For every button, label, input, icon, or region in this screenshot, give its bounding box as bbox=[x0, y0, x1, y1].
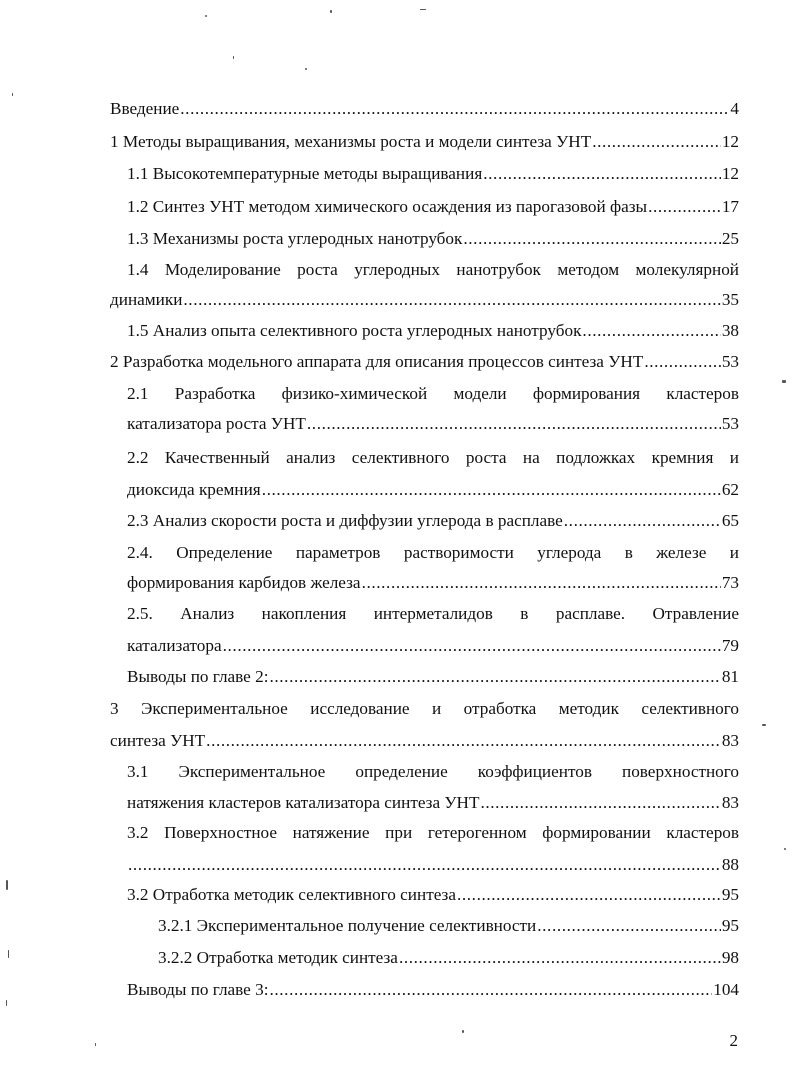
toc-entry-title: катализатора роста УНТ bbox=[127, 414, 306, 433]
toc-entry-title: Выводы по главе 3: bbox=[127, 980, 269, 999]
toc-entry-line1[interactable]: 2.5. Анализ накопления интерметалидов в расплаве. Отравление bbox=[127, 604, 739, 623]
toc-entry-line1[interactable]: 3.1 Экспериментальное определение коэффициентов поверхностного bbox=[127, 762, 739, 781]
leader-dots bbox=[592, 132, 721, 152]
toc-entry-title: 3.2.1 Экспериментальное получение селективности bbox=[158, 916, 537, 935]
toc-entry-line1[interactable]: 2.4. Определение параметров растворимости углерода в железе и bbox=[127, 543, 739, 562]
scan-speck bbox=[762, 724, 766, 726]
leader-dots bbox=[399, 948, 721, 968]
toc-entry-title: диоксида кремния bbox=[127, 480, 261, 499]
toc-entry-title: формирования карбидов железа bbox=[127, 573, 361, 592]
scan-speck bbox=[6, 880, 8, 890]
scan-speck bbox=[784, 848, 786, 850]
toc-entry-page: 88 bbox=[721, 855, 739, 874]
leader-dots bbox=[644, 352, 721, 372]
page-number: 2 bbox=[729, 1031, 738, 1050]
leader-dots bbox=[269, 980, 712, 1000]
leader-dots bbox=[463, 229, 720, 249]
toc-entry-title: 1.5 Анализ опыта селективного роста углеродных нанотрубок bbox=[127, 321, 582, 340]
toc-entry-line1[interactable]: 3 Экспериментальное исследование и отработка методик селективного bbox=[110, 699, 739, 718]
toc-entry-line1[interactable]: 1.4 Моделирование роста углеродных нанотрубок методом молекулярной bbox=[127, 260, 739, 279]
toc-entry-page: 98 bbox=[721, 948, 739, 967]
toc-entry-title: 1.2 Синтез УНТ методом химического осаждения из парогазовой фазы bbox=[127, 197, 648, 216]
leader-dots bbox=[480, 793, 720, 813]
leader-dots bbox=[183, 290, 720, 310]
leader-dots bbox=[269, 667, 720, 687]
toc-entry-title: 3.2.2 Отработка методик синтеза bbox=[158, 948, 398, 967]
scan-speck bbox=[205, 15, 207, 17]
leader-dots bbox=[564, 511, 721, 531]
toc-entry-page: 83 bbox=[721, 793, 739, 812]
toc-entry-page: 65 bbox=[721, 511, 739, 530]
leader-dots bbox=[262, 480, 721, 500]
toc-entry-title: 2 Разработка модельного аппарата для описания процессов синтеза УНТ bbox=[110, 352, 644, 371]
scan-speck bbox=[782, 380, 786, 383]
toc-entry-title: 1.3 Механизмы роста углеродных нанотрубок bbox=[127, 229, 463, 248]
leader-dots bbox=[537, 916, 721, 936]
leader-dots bbox=[307, 414, 721, 434]
leader-dots bbox=[483, 164, 721, 184]
toc-entry-title: 1 Методы выращивания, механизмы роста и модели синтеза УНТ bbox=[110, 132, 592, 151]
toc-entry-title: динамики bbox=[110, 290, 183, 309]
toc-entry-page: 79 bbox=[721, 636, 739, 655]
toc-entry-title: 2.3 Анализ скорости роста и диффузии углерода в расплаве bbox=[127, 511, 563, 530]
toc-entry-page: 95 bbox=[721, 916, 739, 935]
toc-entry-page: 53 bbox=[721, 414, 739, 433]
toc-entry-line1[interactable]: 2.2 Качественный анализ селективного роста на подложках кремния и bbox=[127, 448, 739, 467]
leader-dots bbox=[180, 99, 729, 119]
toc-entry-page: 95 bbox=[721, 885, 739, 904]
leader-dots bbox=[648, 197, 721, 217]
toc-entry-page: 12 bbox=[721, 164, 739, 183]
toc-entry-line1[interactable]: 2.1 Разработка физико-химической модели формирования кластеров bbox=[127, 384, 739, 403]
toc-entry-page: 53 bbox=[721, 352, 739, 371]
toc-entry-title: Введение bbox=[110, 99, 180, 118]
toc-entry-page: 38 bbox=[721, 321, 739, 340]
scan-speck bbox=[420, 9, 426, 10]
scan-speck bbox=[8, 950, 9, 958]
toc-entry-title: 1.1 Высокотемпературные методы выращивания bbox=[127, 164, 483, 183]
scan-speck bbox=[6, 1000, 7, 1006]
leader-dots bbox=[457, 885, 721, 905]
scan-speck bbox=[330, 10, 332, 13]
scan-speck bbox=[12, 93, 13, 96]
toc-entry-page: 62 bbox=[721, 480, 739, 499]
scan-speck bbox=[233, 56, 234, 59]
toc-entry-page: 73 bbox=[721, 573, 739, 592]
leader-dots bbox=[582, 321, 720, 341]
toc-entry-page: 35 bbox=[721, 290, 739, 309]
scan-speck bbox=[462, 1030, 464, 1033]
scan-speck bbox=[305, 68, 307, 70]
toc-entry-title: катализатора bbox=[127, 636, 222, 655]
leader-dots bbox=[206, 731, 721, 751]
toc-entry-page: 12 bbox=[721, 132, 739, 151]
toc-entry-page: 25 bbox=[721, 229, 739, 248]
leader-dots bbox=[362, 573, 721, 593]
toc-entry-page: 81 bbox=[721, 667, 739, 686]
leader-dots bbox=[128, 855, 721, 875]
toc-entry-page: 17 bbox=[721, 197, 739, 216]
toc-entry-page: 83 bbox=[721, 731, 739, 750]
toc-entry-title: Выводы по главе 2: bbox=[127, 667, 269, 686]
toc-entry-title: синтеза УНТ bbox=[110, 731, 206, 750]
toc-entry-line1[interactable]: 3.2 Поверхностное натяжение при гетерогенном формировании кластеров bbox=[127, 823, 739, 842]
toc-entry-page: 4 bbox=[730, 99, 739, 118]
leader-dots bbox=[223, 636, 721, 656]
toc-entry-title: 3.2 Отработка методик селективного синтеза bbox=[127, 885, 456, 904]
scan-speck bbox=[95, 1043, 96, 1046]
toc-entry-page: 104 bbox=[713, 980, 739, 999]
toc-entry-title: натяжения кластеров катализатора синтеза УНТ bbox=[127, 793, 480, 812]
